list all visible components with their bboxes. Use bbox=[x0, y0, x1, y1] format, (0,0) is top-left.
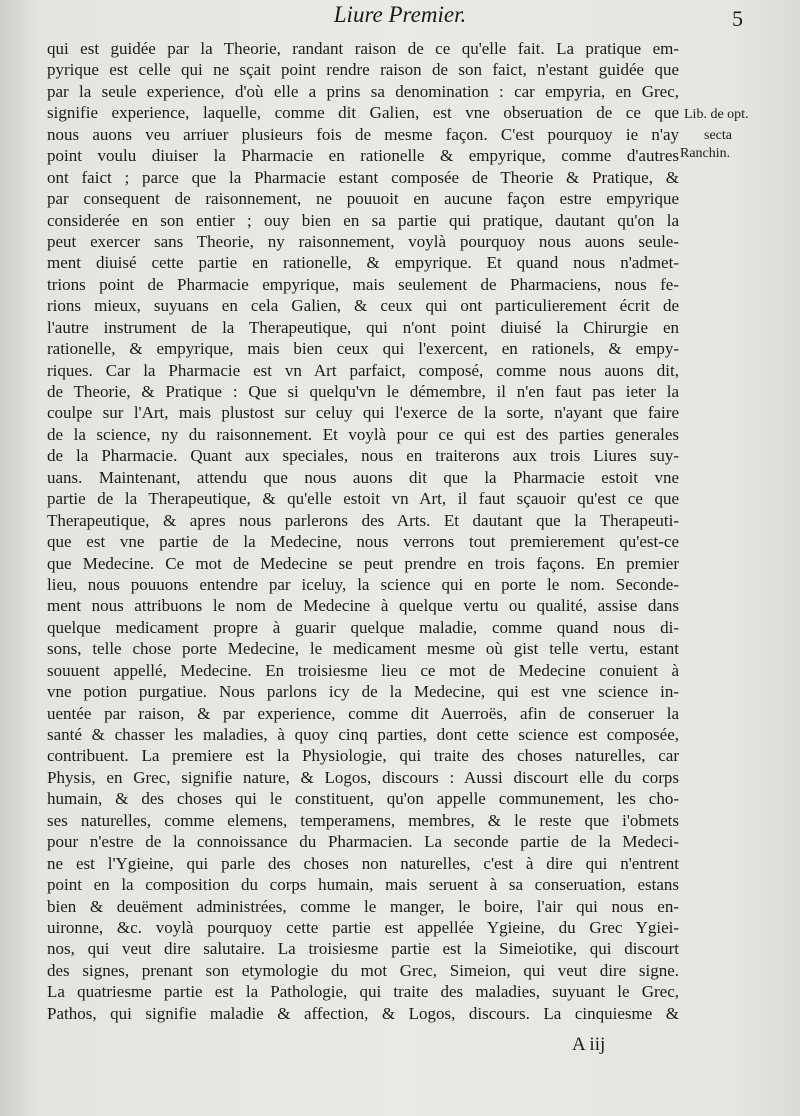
text-line: coulpe sur l'Art, mais plustost sur celuy qui l'exerce de la sorte, n'ayant que faire bbox=[47, 403, 679, 423]
text-line: Physis, en Grec, signifie nature, & Logos, discours : Aussi discourt elle du corps bbox=[47, 767, 679, 787]
text-line: trions point de Pharmacie empyrique, mais seulement de Pharmaciens, nous fe- bbox=[47, 274, 679, 294]
text-line: souuent appellé, Medecine. En troisiesme lieu ce mot de Medecine conuient à bbox=[47, 660, 679, 680]
page-number: 5 bbox=[732, 6, 743, 31]
text-line: sons, telle chose porte Medecine, le medicament mesme où gist telle vertu, estant bbox=[47, 639, 679, 659]
text-line: rationelle, & empyrique, mais bien ceux qui l'exercent, en rationels, & empy- bbox=[47, 339, 679, 359]
text-line: ne est l'Ygieine, qui parle des choses non naturelles, c'est à dire qui n'entrent bbox=[47, 853, 679, 873]
text-line: l'autre instrument de la Therapeutique, qui n'ont point diuisé la Chirurgie en bbox=[47, 317, 679, 337]
text-line: ses naturelles, comme elemens, temperamens, membres, & le reste que i'obmets bbox=[47, 810, 679, 830]
text-line: nous auons veu arriuer plusieurs fois de mesme façon. C'est pourquoy ie n'ay bbox=[47, 124, 679, 144]
text-line: humain, & des choses qui le constituent, qu'on appelle communement, les cho- bbox=[47, 789, 679, 809]
text-line: quelque medicament propre à guarir quelque maladie, comme quand nous di- bbox=[47, 617, 679, 637]
text-line: contribuent. La premiere est la Physiologie, qui traite des choses naturelles, car bbox=[47, 746, 679, 766]
text-line: des signes, prenant son etymologie du mot Grec, Simeion, qui veut dire signe. bbox=[47, 960, 679, 980]
text-line: vne potion purgatiue. Nous parlons icy de la Medecine, qui est vne science in- bbox=[47, 682, 679, 702]
text-line: signifie experience, laquelle, comme dit Galien, est vne obseruation de ce que bbox=[47, 103, 679, 123]
text-line: lieu, nous pouuons entendre par iceluy, la science qui en porte le nom. Seconde- bbox=[47, 574, 679, 594]
text-line: rions mieux, suyuans en cela Galien, & ceux qui ont particulierement écrit de bbox=[47, 296, 679, 316]
text-line: qui est guidée par la Theorie, randant raison de ce qu'elle fait. La pratique em- bbox=[47, 39, 679, 58]
text-line: uironne, &c. voylà pourquoy cette partie est appellée Ygieine, du Grec Ygiei- bbox=[47, 917, 679, 937]
text-line: que est vne partie de la Medecine, nous verrons tout premierement qu'est-ce bbox=[47, 532, 679, 552]
text-line: Pathos, qui signifie maladie & affection, & Logos, discours. La cinquiesme & bbox=[47, 1003, 679, 1023]
text-line: peut exercer sans Theorie, ny raisonnement, voylà pourquoy nous auons seule- bbox=[47, 231, 679, 251]
text-line: ment diuisé cette partie en rationelle, & empyrique. Et quand nous n'admet- bbox=[47, 253, 679, 273]
text-line: nos, qui veut dire salutaire. La troisiesme partie est la Simeiotike, qui discourt bbox=[47, 939, 679, 959]
text-line: ment nous attribuons le nom de Medecine à quelque vertu ou qualité, assise dans bbox=[47, 596, 679, 616]
text-line: pour n'estre de la connoissance du Pharmacien. La seconde partie de la Medeci- bbox=[47, 832, 679, 852]
text-line: considerée en son entier ; ouy bien en sa partie qui pratique, dautant qu'on la bbox=[47, 210, 679, 230]
text-line: point voulu diuiser la Pharmacie en rationelle & empyrique, comme d'autres bbox=[47, 146, 679, 166]
text-line: santé & chasser les maladies, à quoy cinq parties, dont cette science est composée, bbox=[47, 725, 679, 744]
text-line: riques. Car la Pharmacie est vn Art parfaict, composé, comme nous auons dit, bbox=[47, 360, 679, 380]
text-line: par la seule experience, d'où elle a prins sa denomination : car empyria, en Grec, bbox=[47, 81, 679, 101]
text-line: par consequent de raisonnement, ne pouuoit en aucune façon estre empyrique bbox=[47, 189, 679, 209]
text-line: pyrique est celle qui ne sçait point rendre raison de son faict, n'estant guidée que bbox=[47, 60, 679, 80]
body-text bbox=[47, 38, 679, 1024]
text-line: de la science, ny du raisonnement. Et voylà pour ce qui est des parties generales bbox=[47, 424, 679, 444]
margin-note: Lib. de opt. bbox=[684, 107, 749, 122]
text-line: de la Pharmacie. Quant aux speciales, nous en traiterons aux trois Liures suy- bbox=[47, 446, 679, 466]
text-line: uentée par raison, & par experience, comme dit Auerroës, afin de conseruer la bbox=[47, 703, 679, 723]
text-line: partie de la Therapeutique, & qu'elle estoit vn Art, il faut sçauoir qu'est ce que bbox=[47, 489, 679, 509]
signature-mark: A iij bbox=[572, 1034, 606, 1055]
text-line: de Theorie, & Pratique : Que si quelqu'vn le démembre, il n'en faut pas ieter la bbox=[47, 382, 679, 401]
text-line: point en la composition du corps humain, mais seruent à sa conseruation, estans bbox=[47, 875, 679, 895]
text-line: La quatriesme partie est la Pathologie, qui traite des maladies, suyuant le Grec, bbox=[47, 982, 679, 1002]
text-line: uans. Maintenant, attendu que nous auons dit que la Pharmacie estoit vne bbox=[47, 467, 679, 487]
margin-note: secta bbox=[704, 128, 732, 143]
text-line: que Medecine. Ce mot de Medecine se peut prendre en trois façons. En premier bbox=[47, 553, 679, 573]
margin-note: Ranchin. bbox=[680, 146, 731, 161]
text-line: Therapeutique, & apres nous parlerons des Arts. Et dautant que la Therapeuti- bbox=[47, 510, 679, 530]
running-head: Liure Premier. bbox=[333, 2, 467, 27]
text-line: ont faict ; parce que la Pharmacie estant composée de Theorie & Pratique, & bbox=[47, 167, 679, 187]
text-line: bien & deuëment administrées, comme le manger, le boire, l'air qui nous en- bbox=[47, 896, 679, 916]
